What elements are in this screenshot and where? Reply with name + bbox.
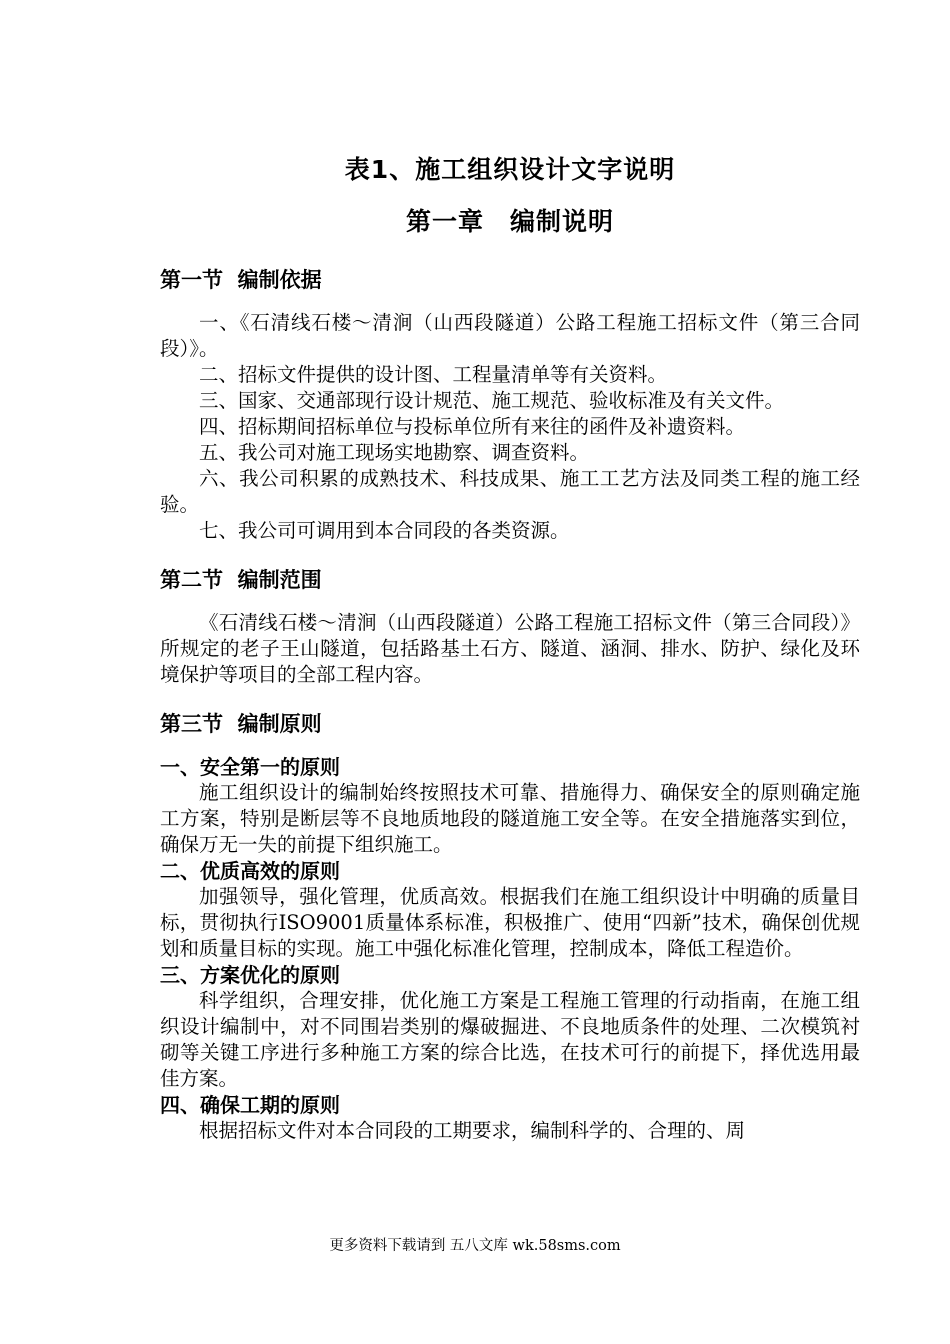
section-principles <box>160 708 860 1144</box>
scope-text <box>160 610 860 688</box>
basis-item: 三、国家、交通部现行设计规范、施工规范、验收标准及有关文件。 <box>199 389 785 412</box>
basis-item: 四、招标期间招标单位与投标单位所有来往的函件及补遗资料。 <box>199 415 746 438</box>
section-heading: 第三节 编制原则 <box>160 712 322 736</box>
principle-heading: 四、确保工期的原则 <box>160 1093 340 1117</box>
section-heading: 第一节 编制依据 <box>160 268 322 292</box>
principle-heading: 二、优质高效的原则 <box>160 859 340 883</box>
document-page <box>160 150 860 1144</box>
basis-item: 七、我公司可调用到本合同段的各类资源。 <box>199 519 570 542</box>
scope-paragraph: 《石清线石楼～清涧（山西段隧道）公路工程施工招标文件（第三合同段）》所规定的老子王山隧道，包括路基土石方、隧道、涵洞、排水、防护、绿化及环境保护等项目的全部工程内容。 <box>160 611 860 686</box>
basis-item: 六、我公司积累的成熟技术、科技成果、施工工艺方法及同类工程的施工经验。 <box>160 467 860 516</box>
section-basis <box>160 264 860 544</box>
principle-heading: 三、方案优化的原则 <box>160 963 340 987</box>
principle-text: 加强领导，强化管理，优质高效。根据我们在施工组织设计中明确的质量目标，贯彻执行ISO9001质量体系标准，积极推广、使用“四新”技术，确保创优规划和质量目标的实现。施工中强化标准化管理，控制成本，降低工程造价。 <box>160 885 860 960</box>
document-title: 表1、施工组织设计文字说明 <box>344 155 676 184</box>
section-scope <box>160 564 860 688</box>
section-heading: 第二节 编制范围 <box>160 568 322 592</box>
principle-text: 根据招标文件对本合同段的工期要求，编制科学的、合理的、周 <box>199 1119 746 1142</box>
basis-item: 五、我公司对施工现场实地勘察、调查资料。 <box>199 441 590 464</box>
basis-item: 一、《石清线石楼～清涧（山西段隧道）公路工程施工招标文件（第三合同段）》。 <box>160 311 860 360</box>
basis-item: 二、招标文件提供的设计图、工程量清单等有关资料。 <box>199 363 668 386</box>
principle-text: 科学组织，合理安排，优化施工方案是工程施工管理的行动指南，在施工组织设计编制中，对不同围岩类别的爆破掘进、不良地质条件的处理、二次模筑衬砌等关键工序进行多种施工方案的综合比选，在技术可行的前提下，择优选用最佳方案。 <box>160 989 860 1090</box>
basis-list <box>160 310 860 544</box>
principle-heading: 一、安全第一的原则 <box>160 755 340 779</box>
principle-text: 施工组织设计的编制始终按照技术可靠、措施得力、确保安全的原则确定施工方案，特别是断层等不良地质地段的隧道施工安全等。在安全措施落实到位，确保万无一失的前提下组织施工。 <box>160 781 860 856</box>
chapter-title: 第一章 编制说明 <box>405 207 614 236</box>
page-footer: 更多资料下载请到 五八文库 wk.58sms.com <box>329 1238 621 1254</box>
